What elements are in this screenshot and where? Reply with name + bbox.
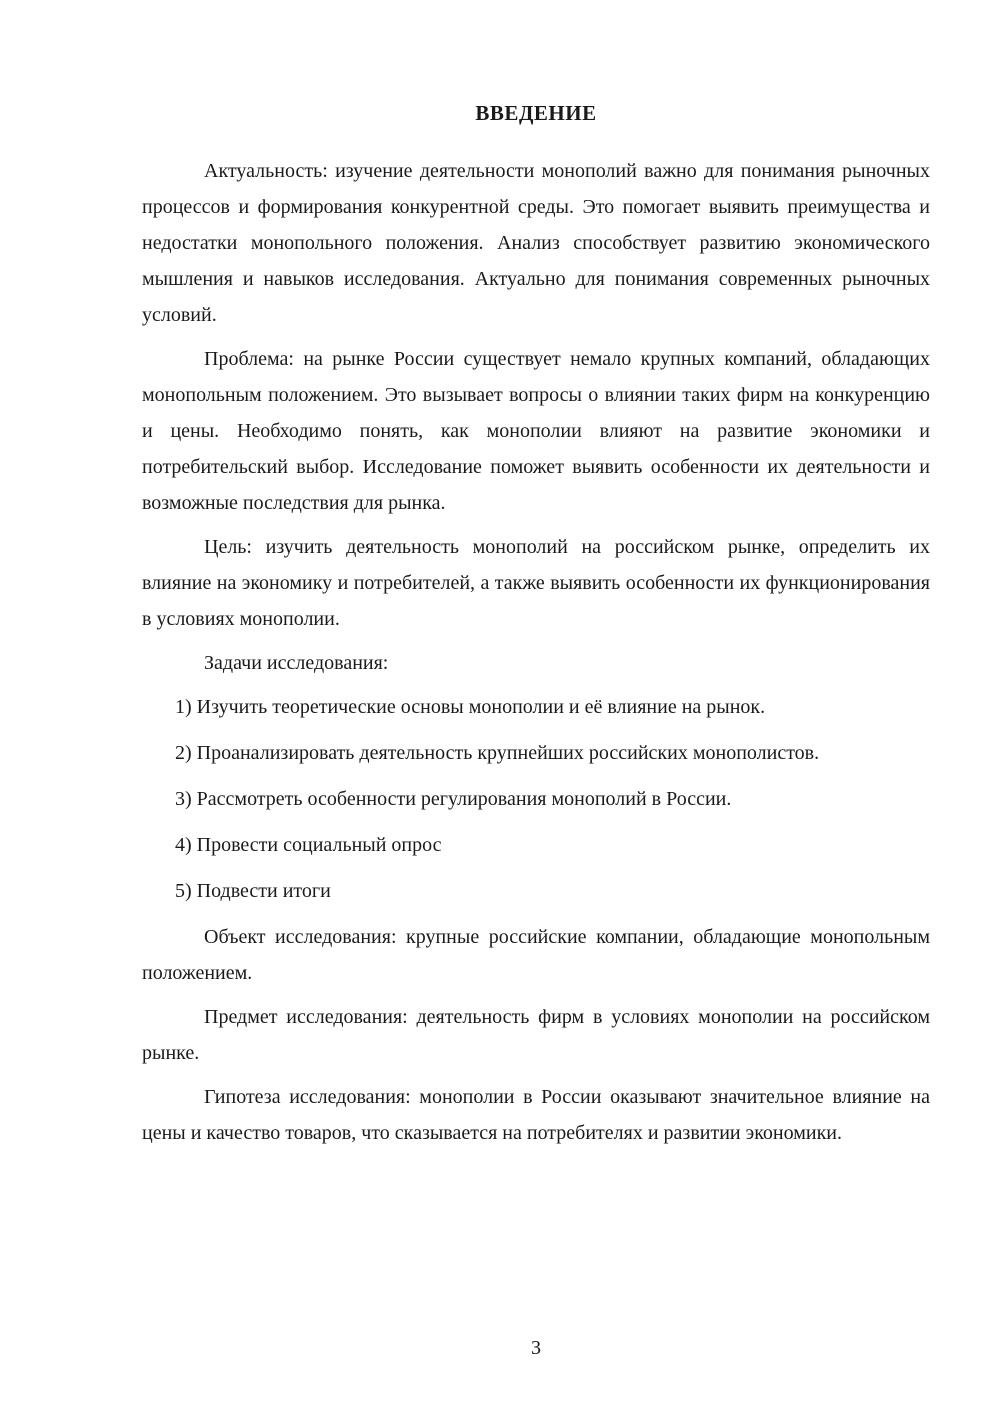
page-number: 3: [531, 1337, 541, 1359]
task-item-3: 3) Рассмотреть особенности регулирования монополий в России.: [175, 788, 732, 810]
paragraph-predmet: Предмет исследования: деятельность фирм в условиях монополии на российском рынке.: [142, 1006, 930, 1064]
paragraph-aktualnost: Актуальность: изучение деятельности монополий важно для понимания рыночных процессов и формирования конкурентной среды. Это помогает выявить преимущества и недостатки монопольного положения. Анализ способствует развитию экономического мышления и навыков исследования. Актуально для понимания современных рыночных условий.: [142, 160, 930, 326]
page-title: ВВЕДЕНИЕ: [475, 101, 597, 125]
paragraph-gipoteza: Гипотеза исследования: монополии в России оказывают значительное влияние на цены и качество товаров, что сказывается на потребителях и развитии экономики.: [142, 1086, 930, 1144]
task-item-4: 4) Провести социальный опрос: [175, 834, 442, 856]
task-item-2: 2) Проанализировать деятельность крупнейших российских монополистов.: [175, 742, 820, 764]
paragraph-problema: Проблема: на рынке России существует немало крупных компаний, обладающих монопольным положением. Это вызывает вопросы о влиянии таких фирм на конкуренцию и цены. Необходимо понять, как монополии влияют на развитие экономики и потребительский выбор. Исследование поможет выявить особенности их деятельности и возможные последствия для рынка.: [142, 348, 930, 514]
paragraph-obekt: Объект исследования: крупные российские компании, обладающие монопольным положением.: [142, 926, 930, 984]
paragraph-tsel: Цель: изучить деятельность монополий на российском рынке, определить их влияние на экономику и потребителей, а также выявить особенности их функционирования в условиях монополии.: [142, 536, 930, 630]
task-item-1: 1) Изучить теоретические основы монополии и её влияние на рынок.: [175, 696, 766, 718]
task-item-5: 5) Подвести итоги: [175, 880, 331, 902]
paragraph-zadachi-heading: Задачи исследования:: [204, 652, 389, 674]
